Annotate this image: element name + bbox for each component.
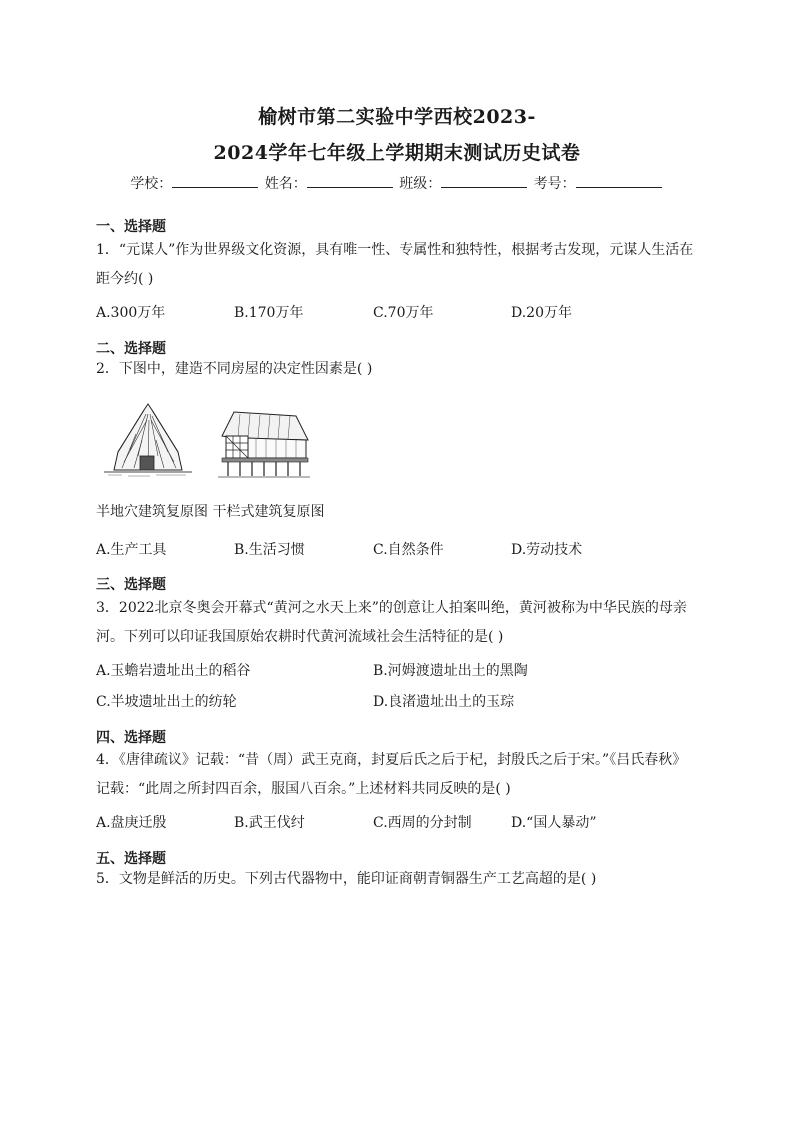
section-heading: 二、选择题	[96, 341, 166, 357]
q1-option-b[interactable]: B.170万年	[234, 305, 304, 321]
q2-option-a[interactable]: A.生产工具	[96, 542, 167, 558]
school-label: 学校：	[130, 176, 173, 192]
question-5: 5．文物是鲜活的历史。下列古代器物中，能印证商朝青铜器生产工艺高超的是( )	[96, 871, 597, 887]
q4-option-b[interactable]: B.武王伐纣	[234, 815, 305, 831]
stilt-house-image	[212, 406, 312, 482]
q4-option-c[interactable]: C.西周的分封制	[373, 815, 472, 831]
question-1: 1．“元谋人”作为世界级文化资源，具有唯一性、专属性和独特性，根据考古发现，元谋人生活在距今约( )	[96, 242, 694, 287]
section-heading: 五、选择题	[96, 851, 166, 867]
q4-option-a[interactable]: A.盘庚迁殷	[96, 815, 167, 831]
question-3: 3．2022北京冬奥会开幕式“黄河之水天上来”的创意让人拍案叫绝，黄河被称为中华民族的母亲河。下列可以印证我国原始农耕时代黄河流域社会生活特征的是( )	[96, 600, 687, 645]
q2-option-b[interactable]: B.生活习惯	[234, 542, 305, 558]
q2-option-d[interactable]: D.劳动技术	[511, 542, 583, 558]
q3-option-a[interactable]: A.玉蟾岩遗址出土的稻谷	[96, 663, 251, 679]
class-blank[interactable]	[441, 175, 527, 188]
exam-title-line1: 榆树市第二实验中学西校2023-	[258, 106, 536, 128]
name-blank[interactable]	[307, 175, 393, 188]
section-heading: 三、选择题	[96, 577, 166, 593]
exam-no-blank[interactable]	[576, 175, 662, 188]
question-2: 2．下图中，建造不同房屋的决定性因素是( )	[96, 361, 373, 377]
exam-no-label: 考号：	[533, 176, 576, 192]
q3-option-c[interactable]: C.半坡遗址出土的纺轮	[96, 694, 237, 710]
exam-title-line2: 2024学年七年级上学期期末测试历史试卷	[213, 142, 581, 164]
section-heading: 四、选择题	[96, 730, 166, 746]
semi-subterranean-house-image	[100, 400, 196, 482]
q3-option-d[interactable]: D.良渚遗址出土的玉琮	[373, 694, 515, 710]
q1-option-a[interactable]: A.300万年	[96, 305, 166, 321]
q2-option-c[interactable]: C.自然条件	[373, 542, 444, 558]
name-label: 姓名：	[264, 176, 307, 192]
school-blank[interactable]	[172, 175, 258, 188]
q4-option-d[interactable]: D.“国人暴动”	[511, 815, 597, 831]
section-heading: 一、选择题	[96, 219, 166, 235]
q1-option-d[interactable]: D.20万年	[511, 305, 572, 321]
student-info-line	[0, 173, 794, 193]
image-caption: 半地穴建筑复原图 干栏式建筑复原图	[96, 504, 325, 520]
class-label: 班级：	[399, 176, 442, 192]
question-4: 4．《唐律疏议》记载：“昔（周）武王克商，封夏后氏之后于杞，封殷氏之后于宋。”《吕氏春秋》记载：“此周之所封四百余，服国八百余。”上述材料共同反映的是( )	[96, 752, 687, 797]
q3-option-b[interactable]: B.河姆渡遗址出土的黑陶	[373, 663, 528, 679]
q1-option-c[interactable]: C.70万年	[373, 305, 434, 321]
